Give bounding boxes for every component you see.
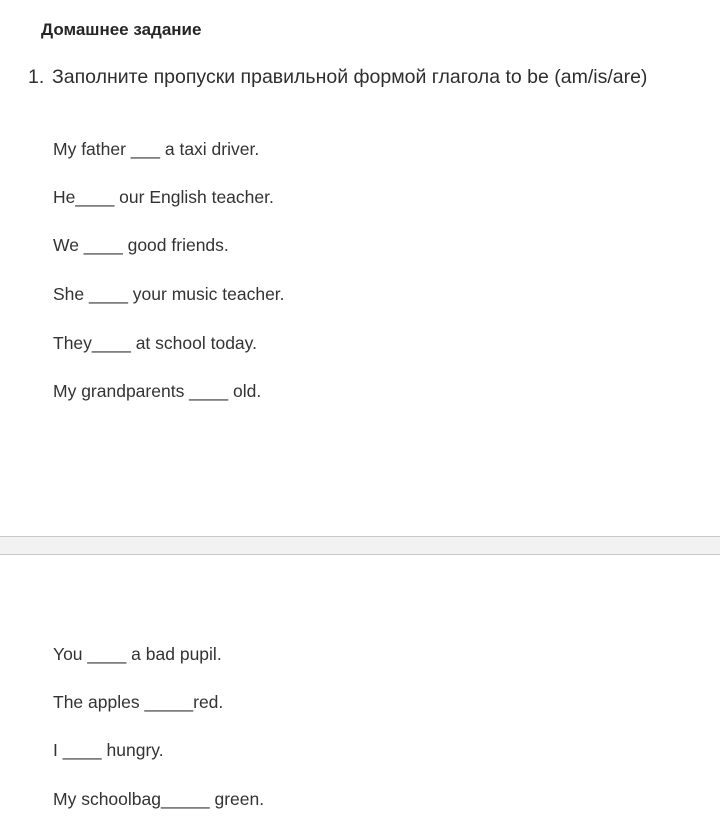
page-break-divider xyxy=(0,536,720,555)
exercise-sentence: She ____ your music teacher. xyxy=(53,284,285,304)
exercise-sentence: We ____ good friends. xyxy=(53,235,229,255)
task-number: 1. xyxy=(28,66,45,88)
task-instruction xyxy=(28,66,647,89)
document-page-2 xyxy=(0,555,720,832)
exercise-sentence: My schoolbag_____ green. xyxy=(53,789,265,809)
exercise-sentence: You ____ a bad pupil. xyxy=(53,644,222,664)
exercise-sentence: My grandparents ____ old. xyxy=(53,381,262,401)
exercise-sentence: I ____ hungry. xyxy=(53,740,164,760)
exercise-sentence: They____ at school today. xyxy=(53,333,257,353)
exercise-sentence: The apples _____red. xyxy=(53,692,224,712)
exercise-sentence: He____ our English teacher. xyxy=(53,187,274,207)
exercise-sentence: My father ___ a taxi driver. xyxy=(53,139,260,159)
task-text: Заполните пропуски правильной формой глагола to be (am/is/are) xyxy=(52,66,648,88)
document-heading: Домашнее задание xyxy=(41,20,202,39)
